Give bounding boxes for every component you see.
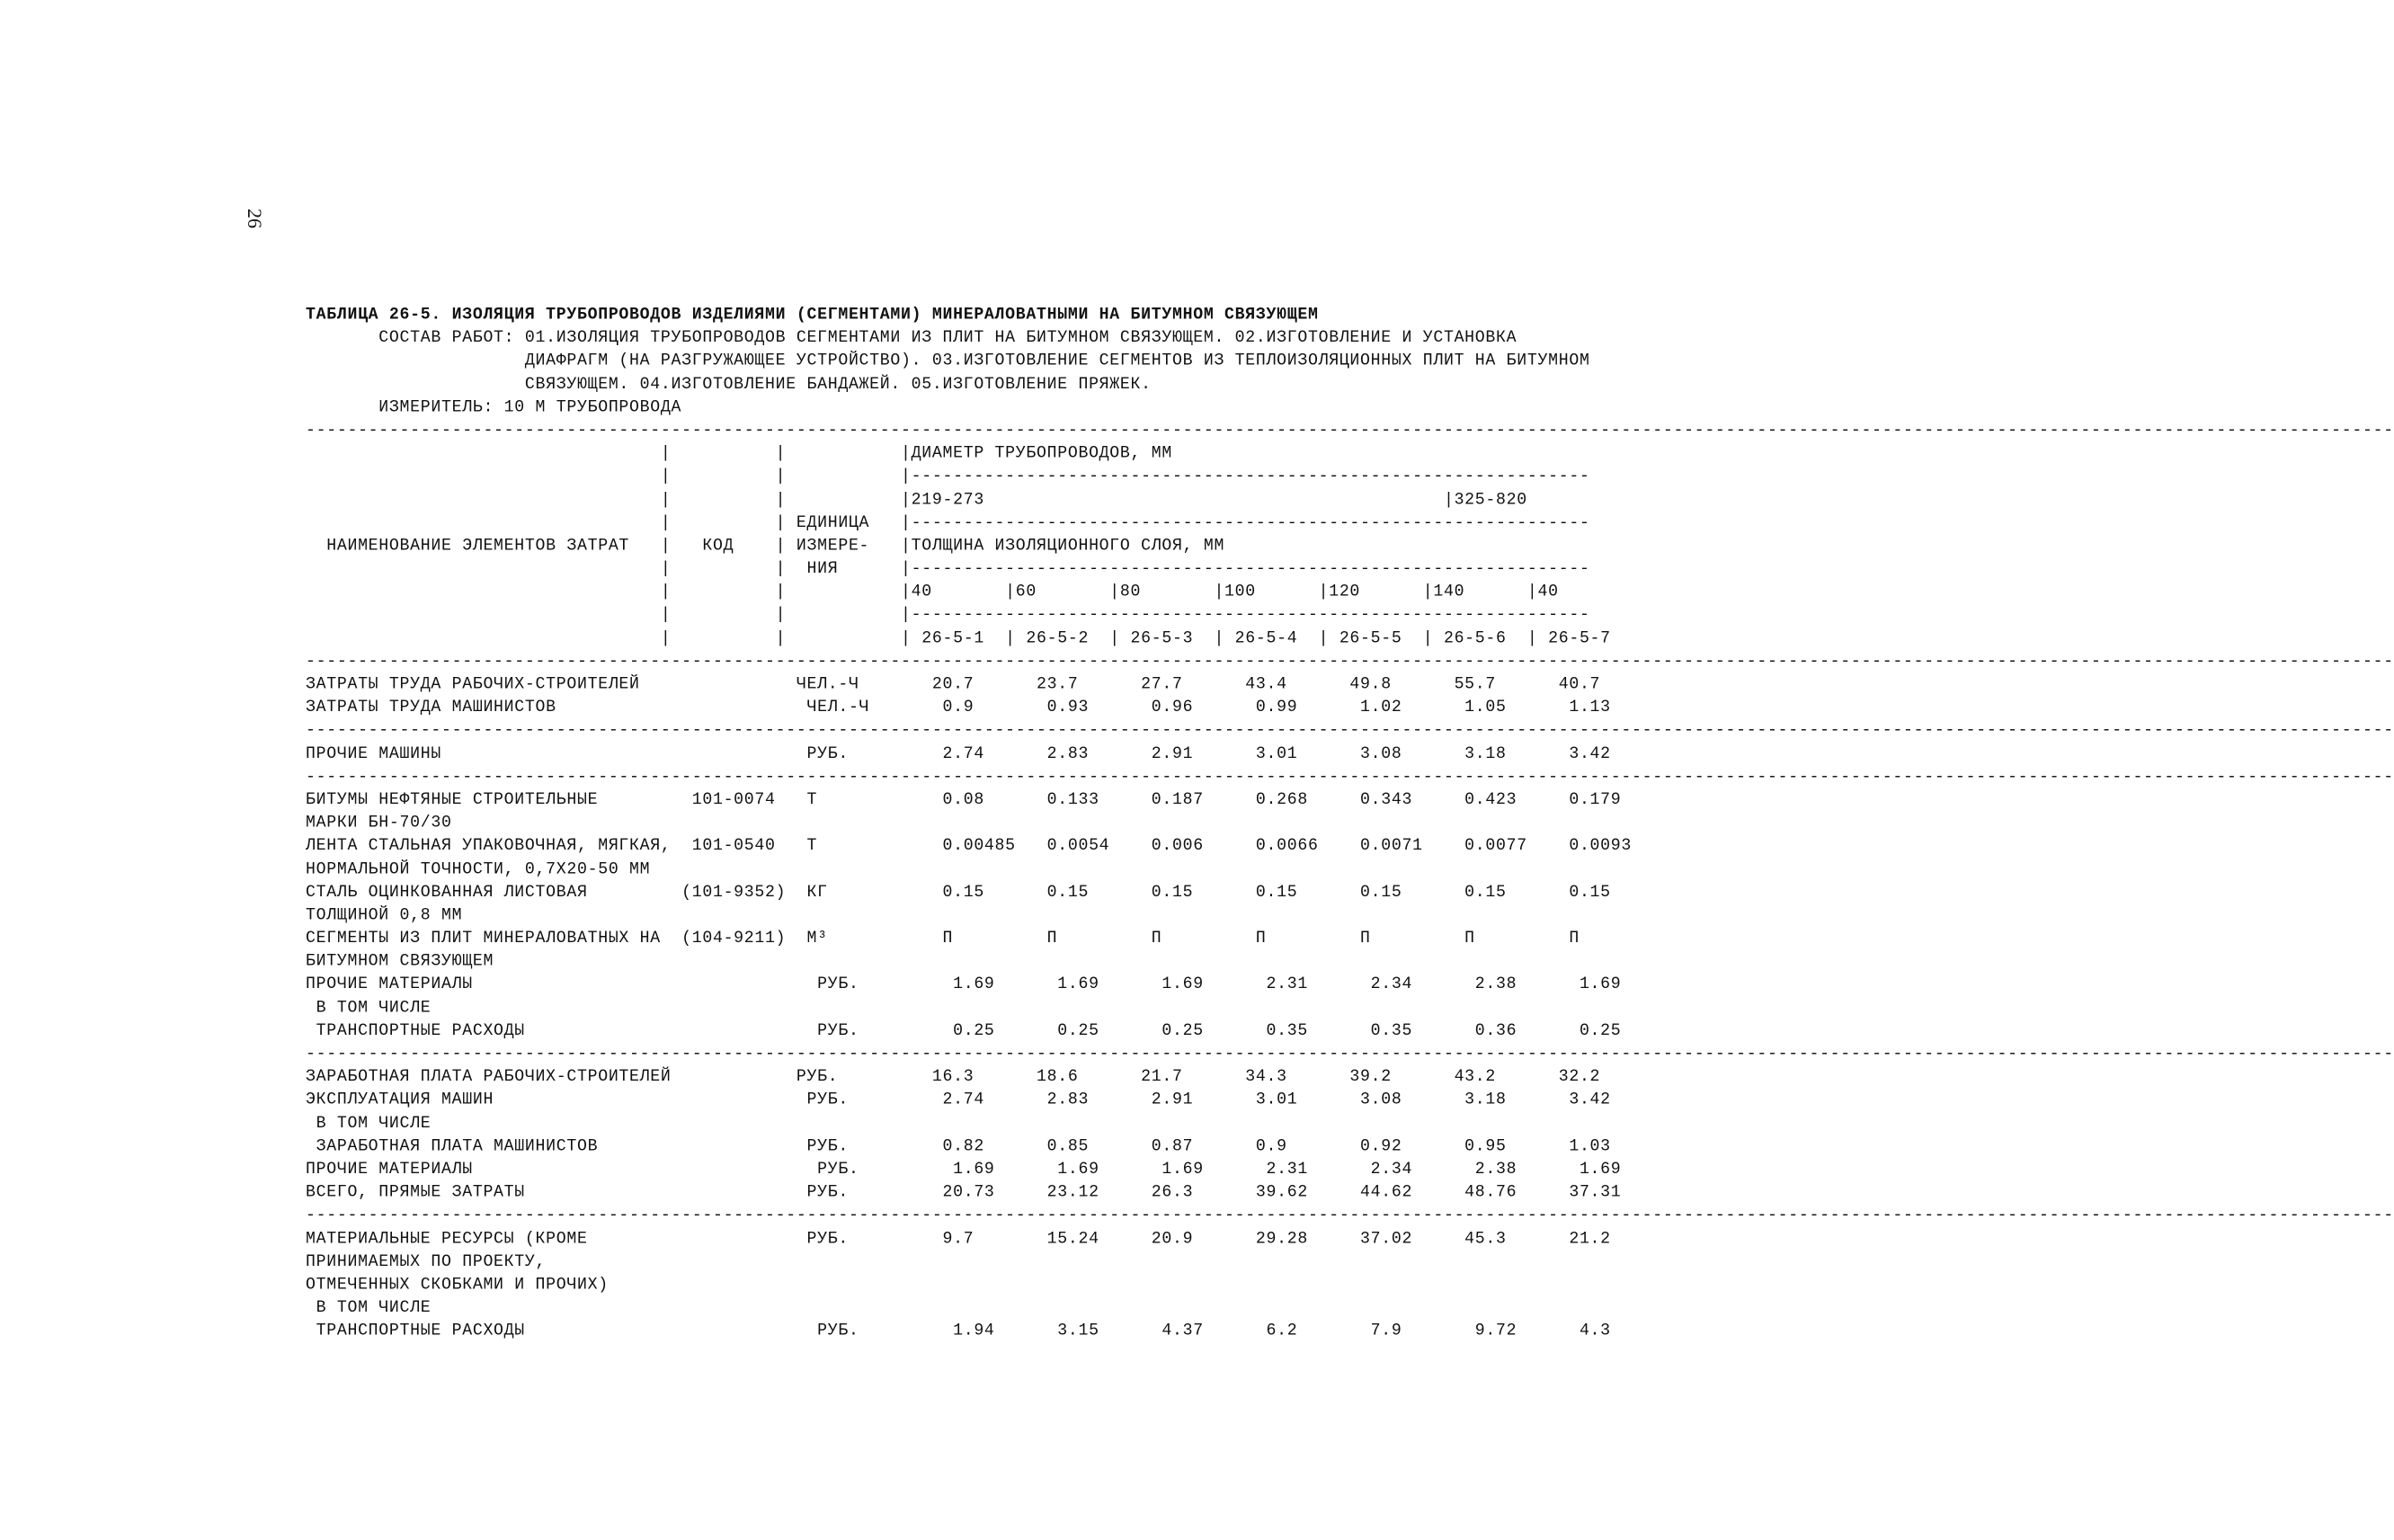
table-line: В ТОМ ЧИСЛЕ: [306, 1114, 432, 1133]
table-line: ТРАНСПОРТНЫЕ РАСХОДЫ РУБ. 0.25 0.25 0.25 0.35 0.35 0.36 0.25: [306, 1021, 1622, 1040]
table-line: | | ЕДИНИЦА |-----------------------------------------------------------------: [306, 513, 1590, 532]
table-line: ТОЛЩИНОЙ 0,8 ММ: [306, 906, 463, 925]
table-line: ИЗМЕРИТЕЛЬ: 10 М ТРУБОПРОВОДА: [306, 397, 682, 417]
table-line: ЗАРАБОТНАЯ ПЛАТА РАБОЧИХ-СТРОИТЕЛЕЙ РУБ. 16.3 18.6 21.7 34.3 39.2 43.2 32.2: [306, 1067, 1601, 1087]
separator-line: --------------------------------------------------------------------------------------------------------------------------------------------------------------------------------------------------------: [306, 1045, 2394, 1064]
table-line: ЗАТРАТЫ ТРУДА РАБОЧИХ-СТРОИТЕЛЕЙ ЧЕЛ.-Ч 20.7 23.7 27.7 43.4 49.8 55.7 40.7: [306, 675, 1601, 694]
table-line: | | |ДИАМЕТР ТРУБОПРОВОДОВ, ММ: [306, 444, 1172, 463]
table-line: | | |40 |60 |80 |100 |120 |140 |40: [306, 583, 1559, 601]
table-line: СТАЛЬ ОЦИНКОВАННАЯ ЛИСТОВАЯ (101-9352) КГ 0.15 0.15 0.15 0.15 0.15 0.15 0.15: [306, 883, 1611, 902]
table-line: | | |-----------------------------------------------------------------: [306, 467, 1590, 486]
table-line: ПРИНИМАЕМЫХ ПО ПРОЕКТУ,: [306, 1252, 547, 1271]
table-line: | | | 26-5-1 | 26-5-2 | 26-5-3 | 26-5-4 | 26-5-5 | 26-5-6 | 26-5-7: [306, 628, 1611, 648]
table-line: МАТЕРИАЛЬНЫЕ РЕСУРСЫ (КРОМЕ РУБ. 9.7 15.24 20.9 29.28 37.02 45.3 21.2: [306, 1229, 1611, 1249]
table-line: ПРОЧИЕ МАШИНЫ РУБ. 2.74 2.83 2.91 3.01 3.08 3.18 3.42: [306, 744, 1611, 763]
table-line: ПРОЧИЕ МАТЕРИАЛЫ РУБ. 1.69 1.69 1.69 2.31 2.34 2.38 1.69: [306, 975, 1622, 994]
table-line: БИТУМНОМ СВЯЗУЮЩЕМ: [306, 952, 494, 971]
table-line: БИТУМЫ НЕФТЯНЫЕ СТРОИТЕЛЬНЫЕ 101-0074 Т 0.08 0.133 0.187 0.268 0.343 0.423 0.179: [306, 790, 1622, 809]
table-line: В ТОМ ЧИСЛЕ: [306, 998, 432, 1018]
separator-line: --------------------------------------------------------------------------------------------------------------------------------------------------------------------------------------------------------: [306, 721, 2394, 740]
table-line: СЕГМЕНТЫ ИЗ ПЛИТ МИНЕРАЛОВАТНЫХ НА (104-9211) М³ П П П П П П П: [306, 929, 1580, 948]
separator-line: --------------------------------------------------------------------------------------------------------------------------------------------------------------------------------------------------------: [306, 1206, 2394, 1225]
table-line: ОТМЕЧЕННЫХ СКОБКАМИ И ПРОЧИХ): [306, 1276, 609, 1295]
table-line: В ТОМ ЧИСЛЕ: [306, 1298, 432, 1318]
table-line: | | |-----------------------------------------------------------------: [306, 606, 1590, 625]
table-line: ПРОЧИЕ МАТЕРИАЛЫ РУБ. 1.69 1.69 1.69 2.31 2.34 2.38 1.69: [306, 1160, 1622, 1179]
table-line: СВЯЗУЮЩЕМ. 04.ИЗГОТОВЛЕНИЕ БАНДАЖЕЙ. 05.ИЗГОТОВЛЕНИЕ ПРЯЖЕК.: [306, 375, 1152, 394]
table-line: ТРАНСПОРТНЫЕ РАСХОДЫ РУБ. 1.94 3.15 4.37 6.2 7.9 9.72 4.3: [306, 1322, 1611, 1340]
table-line: СОСТАВ РАБОТ: 01.ИЗОЛЯЦИЯ ТРУБОПРОВОДОВ СЕГМЕНТАМИ ИЗ ПЛИТ НА БИТУМНОМ СВЯЗУЮЩЕМ. 02.ИЗГОТОВЛЕНИЕ И УСТАНОВКА: [306, 328, 1517, 348]
table-line: | | |219-273 |325-820: [306, 490, 1527, 509]
table-line: ЭКСПЛУАТАЦИЯ МАШИН РУБ. 2.74 2.83 2.91 3.01 3.08 3.18 3.42: [306, 1090, 1611, 1109]
separator-line: --------------------------------------------------------------------------------------------------------------------------------------------------------------------------------------------------------: [306, 767, 2394, 787]
table-line: НОРМАЛЬНОЙ ТОЧНОСТИ, 0,7Х20-50 ММ: [306, 859, 651, 879]
table-line: ЗАТРАТЫ ТРУДА МАШИНИСТОВ ЧЕЛ.-Ч 0.9 0.93 0.96 0.99 1.02 1.05 1.13: [306, 698, 1611, 717]
table-line: ЛЕНТА СТАЛЬНАЯ УПАКОВОЧНАЯ, МЯГКАЯ, 101-0540 Т 0.00485 0.0054 0.006 0.0066 0.0071 0.0077 0.0093: [306, 836, 1633, 856]
table-line: НАИМЕНОВАНИЕ ЭЛЕМЕНТОВ ЗАТРАТ | КОД | ИЗМЕРЕ- |ТОЛЩИНА ИЗОЛЯЦИОННОГО СЛОЯ, ММ: [306, 536, 1225, 556]
table-title: ТАБЛИЦА 26-5. ИЗОЛЯЦИЯ ТРУБОПРОВОДОВ ИЗДЕЛИЯМИ (СЕГМЕНТАМИ) МИНЕРАЛОВАТНЫМИ НА БИТУМНОМ СВЯЗУЮЩЕМ: [306, 306, 1319, 325]
estimate-table: [306, 304, 2394, 1343]
separator-line: --------------------------------------------------------------------------------------------------------------------------------------------------------------------------------------------------------: [306, 652, 2394, 671]
table-line: ЗАРАБОТНАЯ ПЛАТА МАШИНИСТОВ РУБ. 0.82 0.85 0.87 0.9 0.92 0.95 1.03: [306, 1136, 1611, 1156]
separator-line: --------------------------------------------------------------------------------------------------------------------------------------------------------------------------------------------------------: [306, 421, 2394, 440]
table-line: | | НИЯ |-----------------------------------------------------------------: [306, 559, 1590, 579]
page-number: 26: [244, 209, 266, 228]
table-line: МАРКИ БН-70/30: [306, 814, 452, 832]
table-line: ВСЕГО, ПРЯМЫЕ ЗАТРАТЫ РУБ. 20.73 23.12 26.3 39.62 44.62 48.76 37.31: [306, 1183, 1622, 1202]
table-line: ДИАФРАГМ (НА РАЗГРУЖАЮЩЕЕ УСТРОЙСТВО). 03.ИЗГОТОВЛЕНИЕ СЕГМЕНТОВ ИЗ ТЕПЛОИЗОЛЯЦИОННЫХ ПЛИТ НА БИТУМНОМ: [306, 352, 1590, 370]
